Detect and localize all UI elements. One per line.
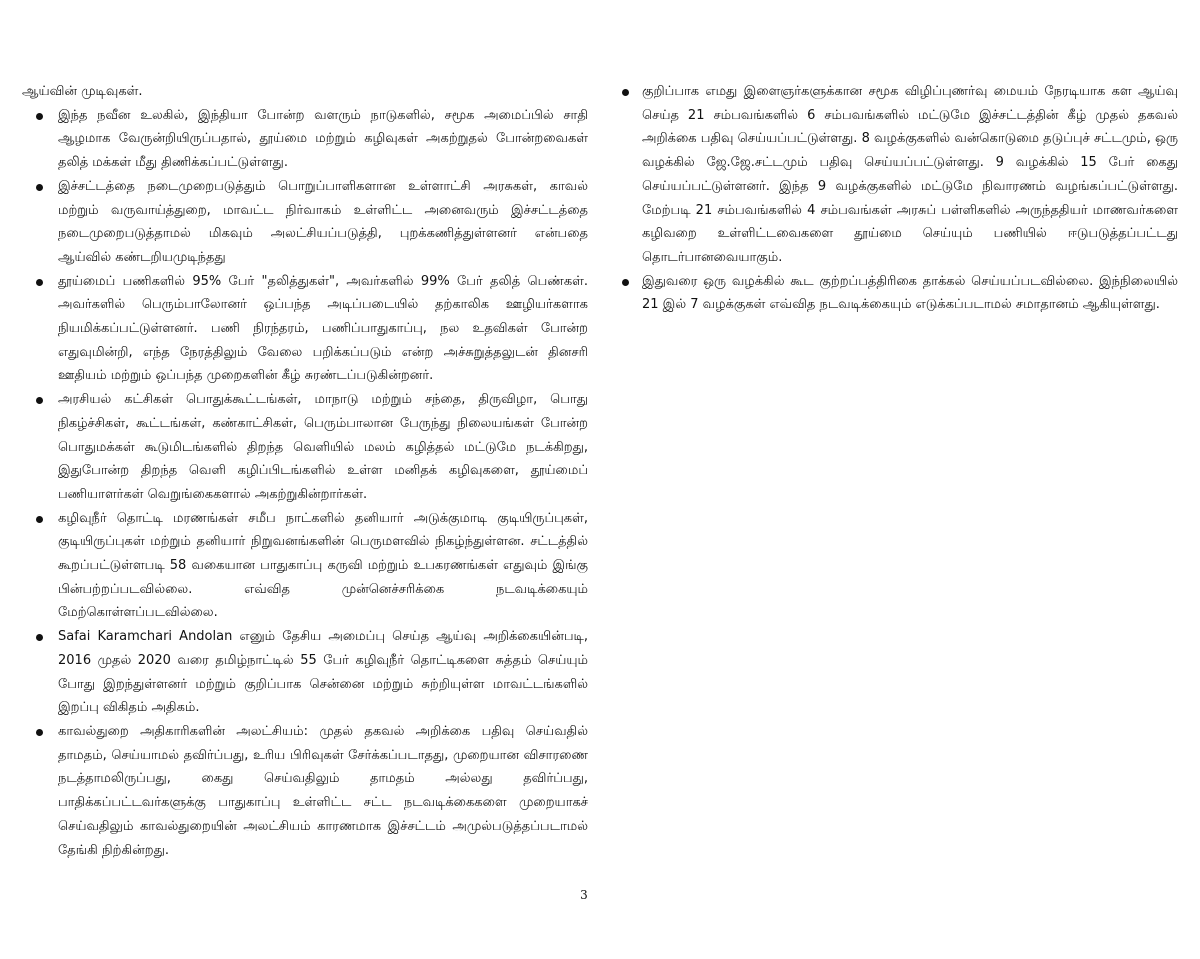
right-column xyxy=(612,80,1178,317)
bullet-icon xyxy=(36,634,43,641)
list-item xyxy=(612,270,1178,317)
findings-list-continued xyxy=(612,80,1178,317)
section-heading: ஆய்வின் முடிவுகள். xyxy=(22,84,143,99)
bullet-icon xyxy=(36,184,43,191)
list-item-text: அரசியல் கட்சிகள் பொதுக்கூட்டங்கள், மாநாடு மற்றும் சந்தை, திருவிழா, பொது நிகழ்ச்சிகள், கூட்டங்கள், கண்காட்சிகள், பெரும்பாலான பேருந்து நிலையங்கள் போன்ற பொதுமக்கள் கூடுமிடங்களில் திறந்த வெளியில் மலம் கழித்தல் மட்டுமே நடக்கிறது, இதுபோன்ற திறந்த வெளி கழிப்பிடங்களில் உள்ள மனிதக் கழிவுகளை, தூய்மைப் பணியாளர்கள் வெறுங்கைகளால் அகற்றுகின்றார்கள். xyxy=(58,392,588,502)
bullet-icon xyxy=(36,279,43,286)
page-number: 3 xyxy=(580,888,588,902)
bullet-icon xyxy=(36,729,43,736)
list-item-text: இதுவரை ஒரு வழக்கில் கூட குற்றப்பத்திரிகை தாக்கல் செய்யப்படவில்லை. இந்நிலையில் 21 இல் 7 வழக்குகள் எவ்வித நடவடிக்கையும் எடுக்கப்படாமல் சமாதானம் ஆகியுள்ளது. xyxy=(642,273,1178,313)
list-item xyxy=(22,720,588,862)
list-item-text: காவல்துறை அதிகாரிகளின் அலட்சியம்: முதல் தகவல் அறிக்கை பதிவு செய்வதில் தாமதம், செய்யாமல் தவிர்ப்பது, உரிய பிரிவுகள் சேர்க்கப்படாதது, முறையான விசாரணை நடத்தாமலிருப்பது, கைது செய்வதிலும் தாமதம் அல்லது தவிர்ப்பது, பாதிக்கப்பட்டவர்களுக்கு பாதுகாப்பு உள்ளிட்ட சட்ட நடவடிக்கைகளை முறையாகச் செய்வதிலும் காவல்துறையின் அலட்சியம் காரணமாக இச்சட்டம் அமுல்படுத்தப்படாமல் தேங்கி நிற்கின்றது. xyxy=(58,723,588,858)
bullet-icon xyxy=(36,397,43,404)
list-item-text: கழிவுநீர் தொட்டி மரணங்கள் சமீப நாட்களில் தனியார் அடுக்குமாடி குடியிருப்புகள், குடியிருப்புகள் மற்றும் தனியார் நிறுவனங்களின் பெருமளவில் நிகழ்ந்துள்ளன. சட்டத்தில் கூறப்பட்டுள்ளபடி 58 வகையான பாதுகாப்பு கருவி மற்றும் உபகரணங்கள் எதுவும் இங்கு பின்பற்றப்படவில்லை. எவ்வித முன்னெச்சரிக்கை நடவடிக்கையும் மேற்கொள்ளப்படவில்லை. xyxy=(58,510,588,621)
list-item xyxy=(22,175,588,270)
bullet-icon xyxy=(622,279,629,286)
left-column xyxy=(22,80,588,862)
list-item xyxy=(22,507,588,626)
list-item xyxy=(22,625,588,720)
list-item-text: இந்த நவீன உலகில், இந்தியா போன்ற வளரும் நாடுகளில், சமூக அமைப்பில் சாதி ஆழமாக வேருன்றியிருப்பதால், தூய்மை மற்றும் கழிவுகள் அகற்றுதல் போன்றவைகள் தலித் மக்கள் மீது திணிக்கப்பட்டுள்ளது. xyxy=(58,107,588,171)
bullet-icon xyxy=(622,89,629,96)
list-item-text: குறிப்பாக எமது இளைஞர்களுக்கான சமூக விழிப்புணர்வு மையம் நேரடியாக கள ஆய்வு செய்த 21 சம்பவங்களில் 6 சம்பவங்களில் மட்டுமே இச்சட்டத்தின் கீழ் முதல் தகவல் அறிக்கை பதிவு செய்யப்பட்டுள்ளது. 8 வழக்குகளில் வன்கொடுமை தடுப்புச் சட்டமும், ஒரு வழக்கில் ஜே.ஜே.சட்டமும் பதிவு செய்யப்பட்டுள்ளது. 9 வழக்கில் 15 பேர் கைது செய்யப்பட்டுள்ளனர். இந்த 9 வழக்குகளில் மட்டுமே நிவாரணம் வழங்கப்பட்டுள்ளது. மேற்படி 21 சம்பவங்களில் 4 சம்பவங்கள் அரசுப் பள்ளிகளில் அருந்ததியர் மாணவர்களை கழிவறை உள்ளிட்டவைகளை தூய்மை செய்யும் பணியில் ஈடுபடுத்தப்பட்டது தொடர்பானவையாகும். xyxy=(642,84,1178,265)
findings-list xyxy=(22,104,588,863)
list-item xyxy=(22,270,588,389)
bullet-icon xyxy=(36,113,43,120)
list-item xyxy=(22,104,588,175)
list-item xyxy=(612,80,1178,270)
list-item-text: தூய்மைப் பணிகளில் 95% பேர் "தலித்துகள்", அவர்களில் 99% பேர் தலித் பெண்கள். அவர்களில் பெரும்பாலோனர் ஒப்பந்த அடிப்படையில் தற்காலிக ஊழியர்களாக நியமிக்கப்பட்டுள்ளனர். பணி நிரந்தரம், பணிப்பாதுகாப்பு, நல உதவிகள் போன்ற எதுவுமின்றி, எந்த நேரத்திலும் வேலை பறிக்கப்படும் என்ற அச்சுறுத்தலுடன் தினசரி ஊதியம் மற்றும் ஒப்பந்த முறைகளின் கீழ் சுரண்டப்படுகின்றனர். xyxy=(58,273,588,384)
list-item xyxy=(22,388,588,507)
list-item-text: Safai Karamchari Andolan எனும் தேசிய அமைப்பு செய்த ஆய்வு அறிக்கையின்படி, 2016 முதல் 2020 வரை தமிழ்நாட்டில் 55 பேர் கழிவுநீர் தொட்டிகளை சுத்தம் செய்யும் போது இறந்துள்ளனர் மற்றும் குறிப்பாக சென்னை மற்றும் சுற்றியுள்ள மாவட்டங்களில் இறப்பு விகிதம் அதிகம். xyxy=(58,629,588,716)
list-item-text: இச்சட்டத்தை நடைமுறைபடுத்தும் பொறுப்பாளிகளான உள்ளாட்சி அரசுகள், காவல் மற்றும் வருவாய்த்துறை, மாவட்ட நிர்வாகம் உள்ளிட்ட அனைவரும் இச்சட்டத்தை நடைமுறைபடுத்தாமல் மிகவும் அலட்சியப்படுத்தி, புறக்கணித்துள்ளனர் என்பதை ஆய்வில் கண்டறியமுடிந்தது xyxy=(58,178,588,265)
bullet-icon xyxy=(36,516,43,523)
